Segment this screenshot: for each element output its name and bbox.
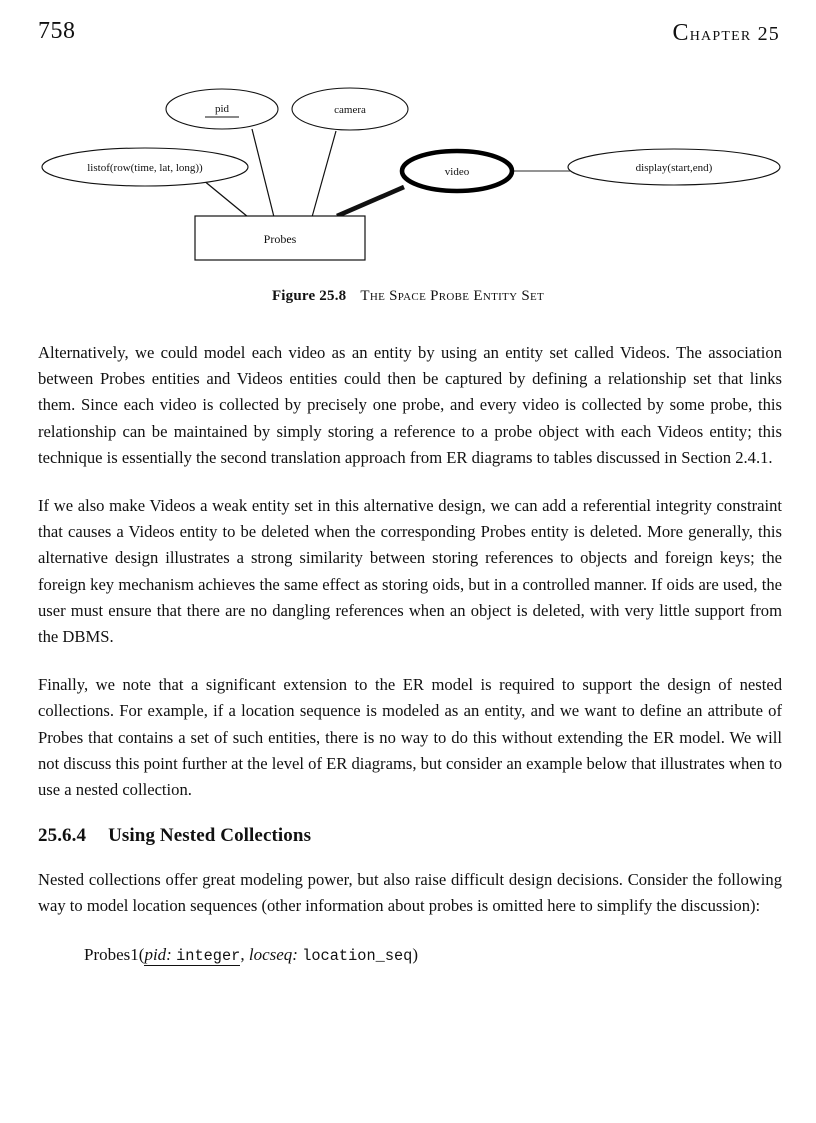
attribute-ellipse-display [568, 149, 780, 185]
chapter-label [673, 20, 780, 47]
entity-label-probes: Probes [263, 232, 297, 246]
schema-definition [84, 942, 782, 969]
entity-box-probes [195, 216, 365, 260]
chapter-label-rest: hapter 25 [689, 23, 780, 45]
paragraph-4: Nested collections offer great modeling power, but also raise difficult design decisions. Consider the following way to model location sequences (other information about probes is omitted here to simplify the discussion): [38, 870, 782, 916]
schema-field-2-type: location_seq [302, 946, 413, 965]
schema-close-paren: ) [412, 944, 419, 964]
attribute-ellipse-video [402, 151, 512, 191]
section-heading [38, 825, 782, 847]
attribute-label-video: video [444, 166, 470, 178]
attribute-ellipse-pid [166, 89, 278, 129]
schema-separator: , [240, 944, 249, 964]
figure-caption [0, 288, 816, 305]
page-number: 758 [38, 18, 76, 44]
attribute-label-camera: camera [334, 104, 366, 116]
paragraph-1: Alternatively, we could model each video as an entity by using an entity set called Videos. The association between Probes entities and Videos entities could then be captured by defining a relationship set that links them. Since each video is collected by precisely one probe, and every video is collected by some probe, this relationship can be maintained by simply storing a reference to a probe object with each Videos entity; this technique is essentially the second translation approach from ER diagrams to tables discussed in Section 2.4.1. [38, 343, 782, 467]
schema-field-1-name: pid: [144, 944, 172, 964]
edge-listof-probes [203, 180, 248, 217]
figure-er-diagram [0, 72, 816, 272]
section-number: 25.6.4 [38, 825, 87, 847]
figure-number: Figure 25.8 [271, 288, 347, 304]
schema-field-1-type: integer [176, 946, 241, 965]
chapter-label-initial: C [672, 20, 690, 46]
page-body [38, 340, 782, 969]
attribute-label-display: display(start,end) [635, 162, 713, 174]
edge-pid-probes [252, 129, 274, 217]
attribute-label-listof: listof(row(time, lat, long)) [87, 162, 203, 174]
paragraph-2: If we also make Videos a weak entity set in this alternative design, we can add a referential integrity constraint that causes a Videos entity to be deleted when the corresponding Probes entity is deleted. More generally, this alternative design illustrates a strong similarity between storing references to objects and foreign keys; the foreign key mechanism achieves the same effect as storing oids, but in a controlled manner. If oids are used, the user must ensure that there are no dangling references when an object is deleted, with very little support from the DBMS. [38, 496, 782, 647]
edge-video-probes [337, 187, 404, 216]
figure-title: The Space Probe Entity Set [360, 288, 545, 304]
running-head [38, 18, 780, 52]
section-title: Using Nested Collections [108, 825, 312, 847]
attribute-label-pid: pid [214, 103, 230, 115]
attribute-ellipse-camera [292, 88, 408, 130]
attribute-ellipse-listof [42, 148, 248, 186]
schema-relation-name: Probes1( [84, 944, 145, 964]
schema-field-2-name: locseq: [248, 944, 298, 964]
edge-camera-probes [312, 131, 336, 217]
schema-key-group [144, 945, 240, 966]
paragraph-3: Finally, we note that a significant extension to the ER model is required to support the design of nested collections. For example, if a location sequence is modeled as an entity, and we want to define an attribute of Probes that contains a set of such entities, there is no way to do this without extending the ER model. We will not discuss this point further at the level of ER diagrams, but consider an example below that illustrates when to use a nested collection. [38, 675, 782, 800]
